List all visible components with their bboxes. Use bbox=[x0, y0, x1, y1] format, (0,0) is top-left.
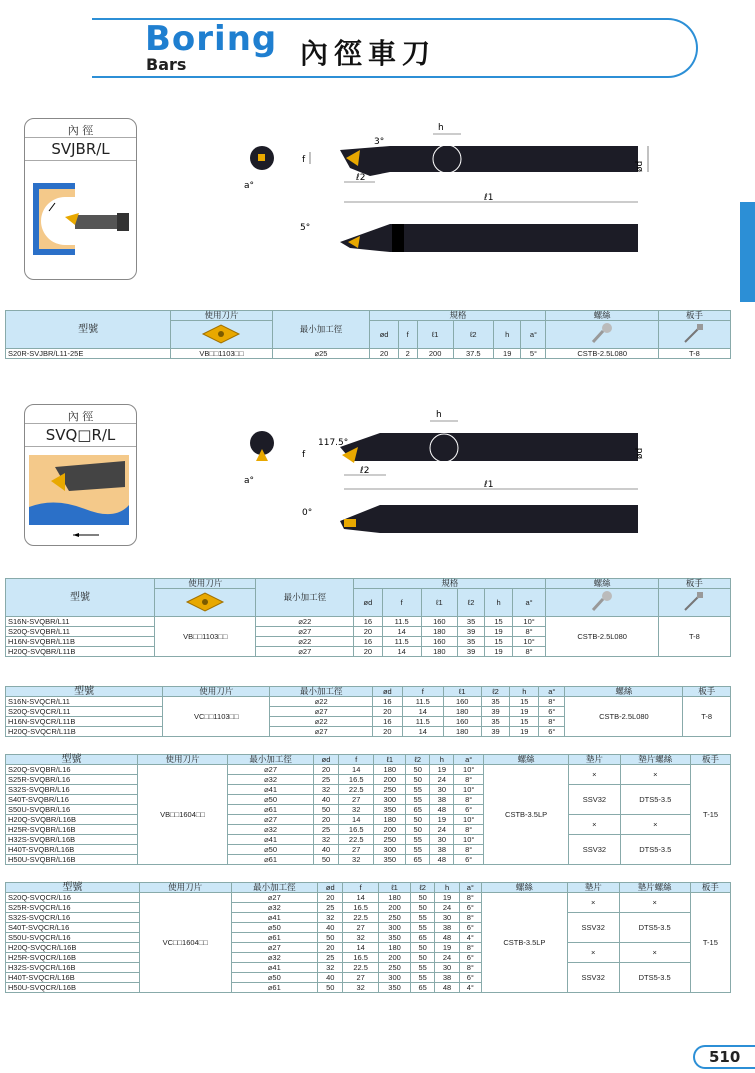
table-row: H50U-SVQCR/L16B ⌀61 50 32 350 65 48 4° bbox=[6, 983, 731, 993]
table-row: S20Q-SVQCR/L16 VC□□1604□□ ⌀27 20 14 180 50 19 8° CSTB-3.5LP × × T-15 bbox=[6, 893, 731, 903]
table-row: S16N-SVQCR/L11 VC□□1103□□ ⌀22 16 11.5 160 35 15 8° CSTB-2.5L080 T-8 bbox=[6, 697, 731, 707]
table-row: S20R-SVJBR/L11-25E VB□□1103□□ ⌀25 20 2 200 37.5 19 5° CSTB-2.5L080 T-8 bbox=[6, 349, 731, 359]
dim-f: f bbox=[302, 155, 306, 165]
table-row: S32S-SVQCR/L16 ⌀41 32 22.5 250 55 30 8° SSV32 DTS5-3.5 bbox=[6, 913, 731, 923]
dim-f: f bbox=[302, 450, 306, 460]
table-row: S16N-SVQBR/L11 VB□□1103□□ ⌀22 16 11.5 160 35 15 10° CSTB-2.5L080 T-8 bbox=[6, 617, 731, 627]
dim-a: a° bbox=[244, 476, 255, 486]
table-row: S20Q-SVQBR/L16 VB□□1604□□ ⌀27 20 14 180 50 19 10° CSTB-3.5LP × × T-15 bbox=[6, 765, 731, 775]
table-row: H50U-SVQBR/L16B ⌀61 50 32 350 65 48 6° bbox=[6, 855, 731, 865]
insert-icon bbox=[155, 589, 256, 617]
table-row: S25R-SVQCR/L16 ⌀32 25 16.5 200 50 24 6° bbox=[6, 903, 731, 913]
table-row: H20Q-SVQBR/L16B ⌀27 20 14 180 50 19 10° × × bbox=[6, 815, 731, 825]
table-row: S50U-SVQBR/L16 ⌀61 50 32 350 65 48 6° bbox=[6, 805, 731, 815]
table-row: H40T-SVQCR/L16B ⌀50 40 27 300 55 38 6° bbox=[6, 973, 731, 983]
dim-angle-top: 117.5° bbox=[318, 438, 349, 448]
screw-icon bbox=[546, 321, 658, 349]
spec-table-1: 型號 使用刀片 最小加工徑 規格 螺絲 板手 ød f ℓ1 ℓ2 h a° S20R-SVJBR/L11-25E VB□□1103□□ ⌀25 20 2 200 37.5 19 5° CSTB-2.5L080 T-8 bbox=[5, 310, 731, 359]
table-row: H20Q-SVQCR/L16B ⌀27 20 14 180 50 19 8° × × bbox=[6, 943, 731, 953]
header-underline bbox=[92, 76, 272, 78]
dim-l1: ℓ1 bbox=[484, 193, 494, 203]
dim-l2: ℓ2 bbox=[360, 466, 370, 476]
insert-icon bbox=[171, 321, 272, 349]
table-row: H25R-SVQBR/L16B ⌀32 25 16.5 200 50 24 8° bbox=[6, 825, 731, 835]
table-row: S40T-SVQBR/L16 ⌀50 40 27 300 55 38 8° bbox=[6, 795, 731, 805]
col-screw: 螺絲 bbox=[546, 311, 658, 321]
dim-l1: ℓ1 bbox=[484, 480, 494, 490]
dim-l2: ℓ2 bbox=[356, 173, 366, 183]
spec-table-4: 型號 使用刀片 最小加工徑 ød f ℓ1 ℓ2 h a° 螺絲 墊片 墊片螺絲 板手 S20Q-SVQBR/L16 VB□□1604□□ ⌀27 20 14 180 50 19 10° CSTB-3.5LP × × T-15 S25R-SVQBR/L16 ⌀32 25 16.5 200 50 24 8° S32S-SVQBR/L16 ⌀41 32 22.5 250 55 30 10° SSV32 DTS5-3.5 S40T-SVQBR/L16 ⌀50 40 27 300 55 38 8° S50U-SVQBR/L16 ⌀61 50 32 350 65 48 6° H20Q-SVQBR/L16B ⌀27 20 14 180 50 19 10° × × H25R-SVQBR/L16B ⌀32 25 16.5 200 50 24 8° H32S-SVQBR/L16B ⌀41 32 22.5 250 55 30 10° SSV32 DTS5-3.5 H40T-SVQBR/L16B ⌀50 40 27 300 55 38 8° H50U-SVQBR/L16B ⌀61 50 32 350 65 48 6° bbox=[5, 754, 731, 865]
dim-angle-bottom: 0° bbox=[302, 508, 313, 518]
table-row: H16N-SVQCR/L11B ⌀22 16 11.5 160 35 15 8° bbox=[6, 717, 731, 727]
dim-h: h bbox=[436, 410, 442, 420]
col-insert: 使用刀片 bbox=[171, 311, 272, 321]
spec-table-2: 型號 使用刀片 最小加工徑 規格 螺絲 板手 ød f ℓ1 ℓ2 h a° S16N-SVQBR/L11 VB□□1103□□ ⌀22 16 11.5 160 35 15 10° CSTB-2.5L080 T-8 S20Q-SVQBR/L11 ⌀27 20 14 180 39 19 8° H16N-SVQBR/L11B ⌀22 16 11.5 160 35 15 10° H20Q-SVQBR/L11B ⌀27 20 14 180 39 19 8° bbox=[5, 578, 731, 657]
boring-illustration-icon bbox=[25, 161, 136, 271]
dim-h: h bbox=[438, 123, 444, 133]
table-row: S25R-SVQBR/L16 ⌀32 25 16.5 200 50 24 8° bbox=[6, 775, 731, 785]
spec-table-3: 型號 使用刀片 最小加工徑 ød f ℓ1 ℓ2 h a° 螺絲 板手 S16N-SVQCR/L11 VC□□1103□□ ⌀22 16 11.5 160 35 15 8° CSTB-2.5L080 T-8 S20Q-SVQCR/L11 ⌀27 20 14 180 39 19 6° H16N-SVQCR/L11B ⌀22 16 11.5 160 35 15 8° H20Q-SVQCR/L11B ⌀27 20 14 180 39 19 6° bbox=[5, 686, 731, 737]
screw-icon bbox=[546, 589, 658, 617]
table-row: H40T-SVQBR/L16B ⌀50 40 27 300 55 38 8° bbox=[6, 845, 731, 855]
table-row: S20Q-SVQBR/L11 ⌀27 20 14 180 39 19 8° bbox=[6, 627, 731, 637]
table-row: S40T-SVQCR/L16 ⌀50 40 27 300 55 38 6° bbox=[6, 923, 731, 933]
side-tab bbox=[740, 202, 755, 302]
tool-card-svjbr bbox=[24, 118, 137, 280]
col-min: 最小加工徑 bbox=[272, 311, 370, 349]
dim-d: ød bbox=[635, 160, 645, 172]
wrench-icon bbox=[658, 589, 730, 617]
tool-drawing-1 bbox=[240, 120, 650, 270]
tool-drawing-2 bbox=[240, 405, 650, 545]
dim-angle-bottom: 5° bbox=[300, 223, 311, 233]
dim-angle-top: 3° bbox=[374, 137, 385, 147]
card-code: SVJBR/L bbox=[25, 137, 136, 161]
table-row: H32S-SVQCR/L16B ⌀41 32 22.5 250 55 30 8° SSV32 DTS5-3.5 bbox=[6, 963, 731, 973]
boring-illustration-icon bbox=[25, 447, 136, 546]
table-row: S20Q-SVQCR/L11 ⌀27 20 14 180 39 19 6° bbox=[6, 707, 731, 717]
table-row: H20Q-SVQCR/L11B ⌀27 20 14 180 39 19 6° bbox=[6, 727, 731, 737]
table-row: S32S-SVQBR/L16 ⌀41 32 22.5 250 55 30 10° SSV32 DTS5-3.5 bbox=[6, 785, 731, 795]
table-row: H32S-SVQBR/L16B ⌀41 32 22.5 250 55 30 10° SSV32 DTS5-3.5 bbox=[6, 835, 731, 845]
table-row: S50U-SVQCR/L16 ⌀61 50 32 350 65 48 4° bbox=[6, 933, 731, 943]
dim-d: ød bbox=[635, 447, 645, 459]
col-model: 型號 bbox=[6, 311, 171, 349]
col-spec: 規格 bbox=[370, 311, 546, 321]
brand-title: Boring bbox=[145, 19, 278, 59]
wrench-icon bbox=[658, 321, 730, 349]
spec-table-5: 型號 使用刀片 最小加工徑 ød f ℓ1 ℓ2 h a° 螺絲 墊片 墊片螺絲 板手 S20Q-SVQCR/L16 VC□□1604□□ ⌀27 20 14 180 50 19 8° CSTB-3.5LP × × T-15 S25R-SVQCR/L16 ⌀32 25 16.5 200 50 24 6° S32S-SVQCR/L16 ⌀41 32 22.5 250 55 30 8° SSV32 DTS5-3.5 S40T-SVQCR/L16 ⌀50 40 27 300 55 38 6° S50U-SVQCR/L16 ⌀61 50 32 350 65 48 4° H20Q-SVQCR/L16B ⌀27 20 14 180 50 19 8° × × H25R-SVQCR/L16B ⌀32 25 16.5 200 50 24 6° H32S-SVQCR/L16B ⌀41 32 22.5 250 55 30 8° SSV32 DTS5-3.5 H40T-SVQCR/L16B ⌀50 40 27 300 55 38 6° H50U-SVQCR/L16B ⌀61 50 32 350 65 48 4° bbox=[5, 882, 731, 993]
dim-a: a° bbox=[244, 181, 255, 191]
table-row: H20Q-SVQBR/L11B ⌀27 20 14 180 39 19 8° bbox=[6, 647, 731, 657]
card-label: 內 徑 bbox=[67, 410, 94, 423]
table-row: H16N-SVQBR/L11B ⌀22 16 11.5 160 35 15 10° bbox=[6, 637, 731, 647]
page-number: 510 bbox=[693, 1045, 755, 1069]
table-row: H25R-SVQCR/L16B ⌀32 25 16.5 200 50 24 6° bbox=[6, 953, 731, 963]
col-wrench: 板手 bbox=[658, 311, 730, 321]
brand-subtitle: Bars bbox=[146, 55, 187, 74]
card-label: 內 徑 bbox=[67, 124, 94, 137]
card-code: SVQ□R/L bbox=[25, 423, 136, 447]
tool-card-svq bbox=[24, 404, 137, 546]
page-title: 內徑車刀 bbox=[300, 37, 437, 70]
